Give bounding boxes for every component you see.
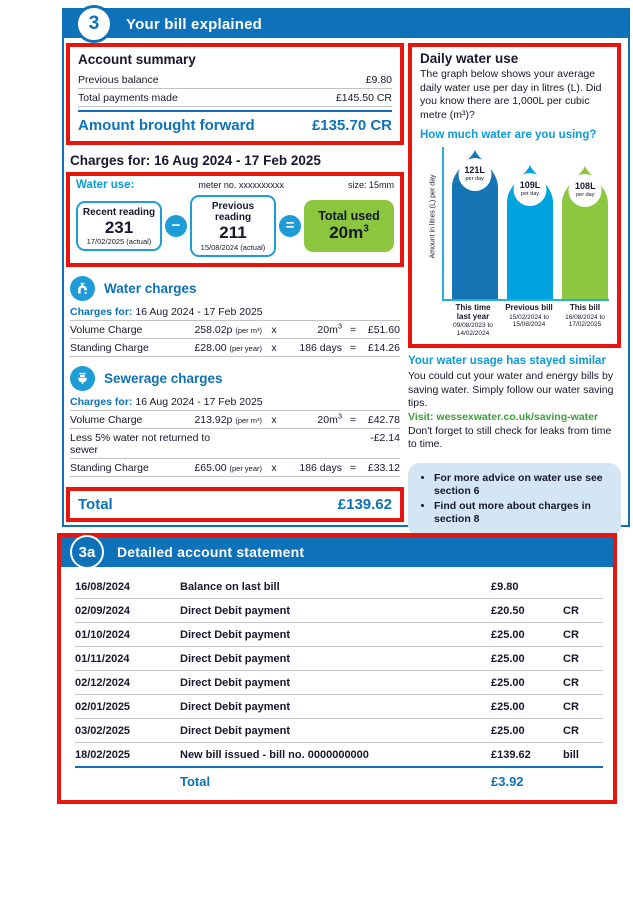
bill-explained-section [62, 8, 630, 527]
previous-reading-box [190, 195, 276, 257]
recent-reading-label: Recent reading [82, 206, 156, 218]
total-payments-value: £145.50 CR [335, 92, 392, 104]
previous-balance-value: £9.80 [365, 74, 392, 86]
water-charges-section [70, 276, 400, 357]
statement-date: 01/11/2024 [75, 653, 130, 665]
chart-bar-label: This time last year 09/08/2023 to 14/02/2024 [453, 302, 493, 338]
statement-row [75, 623, 603, 647]
statement-title: Detailed account statement [117, 544, 305, 560]
left-column [66, 43, 404, 537]
water-use-chart [429, 147, 609, 339]
leak-check-text: Don't forget to still check for leaks from time to time. [408, 424, 612, 451]
total-used-value: $20m^3$ [329, 222, 369, 242]
charges-period-heading: Charges for: 16 Aug 2024 - 17 Feb 2025 [70, 153, 321, 168]
statement-amount: £25.00 [491, 653, 525, 665]
amount-brought-forward-label: Amount brought forward [78, 117, 255, 134]
amount-brought-forward-value: £135.70 CR [311, 117, 392, 134]
total-used-label: Total used [318, 208, 380, 223]
advice-panel [408, 463, 621, 538]
sewerage-standing-charge-row: Standing Charge £65.00 (per year) x 186 days = £33.12 [70, 459, 400, 477]
statement-type: CR [563, 725, 579, 737]
charges-total-label: Total [78, 495, 113, 513]
statement-type: CR [563, 701, 579, 713]
water-use-box [66, 172, 404, 267]
statement-description: Direct Debit payment [180, 653, 291, 665]
previous-reading-label: Previous reading [211, 201, 255, 223]
statement-description: Direct Debit payment [180, 725, 291, 737]
statement-description: Balance on last bill [180, 581, 280, 593]
two-column-layout [64, 38, 628, 537]
statement-amount: £25.00 [491, 677, 525, 689]
sewerage-charges-section [70, 366, 400, 477]
water-use-label: Water use: [76, 179, 135, 191]
statement-type: CR [563, 653, 579, 665]
statement-total-row [75, 766, 603, 795]
meter-size: size: 15mm [347, 180, 394, 190]
daily-water-use-box [408, 43, 621, 348]
right-column [408, 43, 621, 537]
recent-reading-box [76, 201, 162, 252]
chart-bar-label: Previous bill 15/02/2024 to 15/08/2024 [505, 302, 553, 329]
statement-type: CR [563, 629, 579, 641]
statement-number-badge: 3a [70, 535, 104, 569]
previous-reading-value: 211 [219, 223, 247, 242]
statement-type: CR [563, 605, 579, 617]
section3-header-bar [64, 10, 628, 38]
section3-number-badge: 3 [75, 5, 113, 43]
equals-icon: = [279, 215, 301, 237]
toilet-icon [70, 366, 95, 391]
sewerage-charges-period: Charges for: 16 Aug 2024 - 17 Feb 2025 [70, 396, 400, 411]
statement-row [75, 695, 603, 719]
tap-icon [70, 276, 95, 301]
bar-value-bubble: 109L per day [513, 173, 546, 206]
total-used-box [304, 200, 394, 252]
saving-water-link[interactable]: Visit: wessexwater.co.uk/saving-water [408, 410, 599, 423]
meter-number: meter no. xxxxxxxxxx [198, 180, 284, 190]
sewerage-volume-charge-row: Volume Charge 213.92p (per m³) x $20m^3$ = £42.78 [70, 411, 400, 429]
statement-date: 18/02/2025 [75, 749, 131, 761]
detailed-statement-section [57, 533, 617, 804]
previous-balance-label: Previous balance [78, 74, 159, 86]
statement-description: Direct Debit payment [180, 629, 291, 641]
chart-bar [506, 164, 553, 299]
bar-value-bubble: 108L per day [569, 174, 602, 207]
statement-date: 16/08/2024 [75, 581, 131, 593]
advice-bullet-1: • For more advice on water use see section 6 [434, 472, 613, 498]
section3-title: Your bill explained [126, 15, 263, 33]
statement-amount: £25.00 [491, 629, 525, 641]
chart-bar [451, 149, 498, 299]
water-standing-charge-row: Standing Charge £28.00 (per year) x 186 days = £14.26 [70, 339, 400, 357]
statement-row [75, 647, 603, 671]
chart-y-axis-label: Amount in litres (L) per day [429, 174, 437, 259]
statement-type: CR [563, 677, 579, 689]
water-volume-charge-row: Volume Charge 258.02p (per m³) x $20m^3$ = £51.60 [70, 321, 400, 339]
account-summary-title: Account summary [78, 52, 196, 67]
statement-amount: £25.00 [491, 725, 525, 737]
minus-icon: − [165, 215, 187, 237]
statement-table [61, 567, 613, 800]
statement-row [75, 671, 603, 695]
statement-rows [75, 575, 603, 766]
statement-total-value: £3.92 [491, 774, 524, 789]
charges-total-box [66, 487, 404, 522]
statement-date: 02/09/2024 [75, 605, 131, 617]
daily-water-use-title: Daily water use [420, 51, 519, 66]
usage-status-text: Your water usage has stayed similar [408, 355, 606, 368]
account-summary-box [66, 43, 404, 145]
statement-description: Direct Debit payment [180, 605, 291, 617]
total-payments-row [78, 89, 392, 107]
statement-row [75, 743, 603, 766]
total-payments-label: Total payments made [78, 92, 178, 104]
recent-reading-value: 231 [104, 217, 134, 237]
chart-bar-label: This bill 16/08/2024 to 17/02/2025 [565, 302, 605, 329]
statement-description: Direct Debit payment [180, 701, 291, 713]
previous-balance-row [78, 71, 392, 89]
statement-header-bar [61, 537, 613, 567]
chart-bar-labels [442, 304, 609, 339]
water-charges-period: Charges for: 16 Aug 2024 - 17 Feb 2025 [70, 306, 400, 321]
recent-reading-date: 17/02/2025 (actual) [86, 237, 152, 247]
chart-bar [562, 165, 609, 299]
statement-date: 03/02/2025 [75, 725, 131, 737]
statement-row [75, 599, 603, 623]
advice-bullet-2: • Find out more about charges in section 8 [434, 500, 613, 526]
daily-water-use-intro: The graph below shows your average daily water use per day in litres (L). Did you know there are 1,000L per cubic metre (m³)? [420, 68, 602, 121]
previous-reading-date: 15/08/2024 (actual) [200, 242, 266, 252]
chart-bars [442, 147, 609, 301]
amount-brought-forward-row [78, 110, 392, 134]
statement-date: 02/12/2024 [75, 677, 131, 689]
statement-date: 02/01/2025 [75, 701, 131, 713]
saving-tip-text: You could cut your water and energy bills by saving water. Simply follow our water saving tips. [408, 370, 614, 410]
daily-water-use-question: How much water are you using? [420, 128, 597, 141]
statement-row [75, 719, 603, 743]
water-charges-title: Water charges [104, 280, 197, 296]
statement-description: Direct Debit payment [180, 677, 291, 689]
charges-total-value: £139.62 [337, 495, 392, 513]
statement-date: 01/10/2024 [75, 629, 131, 641]
statement-type: bill [563, 749, 579, 761]
sewerage-less5-row: Less 5% water not returned to sewer -£2.14 [70, 429, 400, 459]
statement-amount: £20.50 [491, 605, 525, 617]
bar-value-bubble: 121L per day [458, 158, 491, 191]
statement-amount: £9.80 [491, 581, 519, 593]
sewerage-charges-title: Sewerage charges [104, 370, 223, 386]
statement-description: New bill issued - bill no. 0000000000 [180, 749, 369, 761]
statement-amount: £25.00 [491, 701, 525, 713]
statement-total-label: Total [180, 774, 211, 789]
statement-amount: £139.62 [491, 749, 531, 761]
statement-row [75, 575, 603, 599]
